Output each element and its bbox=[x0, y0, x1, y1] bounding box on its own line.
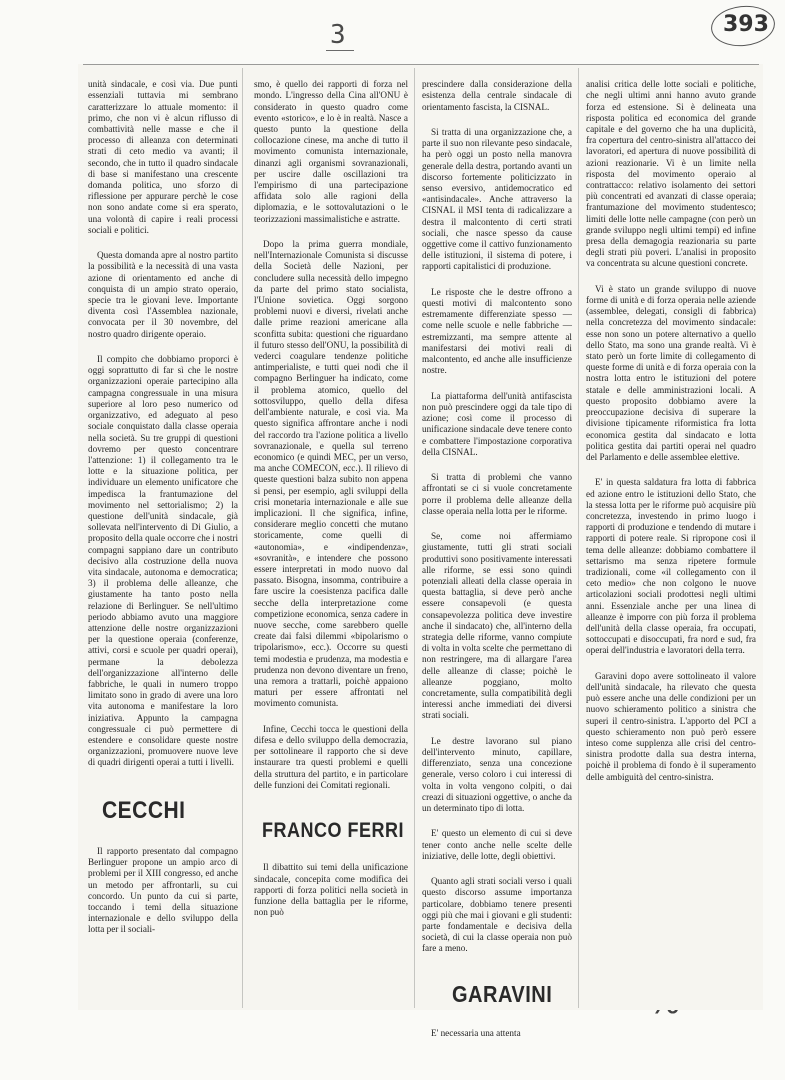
article-column-2 bbox=[254, 68, 408, 933]
paragraph: smo, è quello dei rapporti di forza nel mondo. L'ingresso della Cina all'ONU è considerato in questo quadro come evento «storico», e lo è in realtà. Nasce a questo punto la questione della collocazione cinese, ma anche di tutto il movimento comunista internazionale, dinanzi agli organismi sovranazionali, per uscire dalle oscillazioni tra l'empirismo di una partecipazione affidata solo alle ragioni della diplomazia, e le sottovalutazioni o le teorizzazioni massimalistiche e astratte. bbox=[254, 79, 408, 224]
column-rule-2 bbox=[414, 68, 415, 1008]
paragraph: Si tratta di una organizzazione che, a parte il suo non rilevante peso sindacale, ha però oggi un posto nella manovra generale della destra, portando avanti un discorso fortemente politicizzato in senso eversivo, antidemocratico ed «antisindacale». Anche attraverso la CISNAL il MSI tenta di radicalizzare a destra il malcontento di certi strati sociali, che nasce spesso da cause oggettive come il cattivo funzionamento delle istituzioni, il sistema di potere, i rapporti capitalistici di produzione. bbox=[422, 127, 572, 272]
paragraph: Se, come noi affermiamo giustamente, tutti gli strati sociali produttivi sono positivamente interessati alle riforme, se essi sono quindi potenziali alleati della classe operaia in questa battaglia, si deve però anche essere consapevoli (e questa consapevolezza politica deve investire anche il sindacato) che, all'interno della strategia delle riforme, vanno compiute di volta in volta scelte che permettano di non restringere, ma di allargare l'area delle alleanze di classe; poichè le alleanze poggiano, molto concretamente, sulla compatibilità degli interessi anche immediati dei diversi strati sociali. bbox=[422, 531, 572, 721]
paragraph: Garavini dopo avere sottolineato il valore dell'unità sindacale, ha rilevato che questa può essere anche una delle condizioni per un nuovo schieramento politico a sinistra che superi il centro-sinistra. L'apporto del PCI a questo schieramento non può però essere inteso come supplenza alle crisi del centro-sinistra prodotte dalla sua destra interna, poichè il problema di fondo è il superamento delle ambiguità del centro-sinistra. bbox=[586, 670, 756, 782]
clipping-top-rule bbox=[83, 64, 759, 65]
speaker-heading-garavini: GARAVINI bbox=[452, 982, 553, 1008]
paragraph: Questa domanda apre al nostro partito la possibilità e la necessità di una vasta azione di orientamento ed anche di conquista di un ampio strato operaio, specie tra le giovani leve. Importante diventa così l'Assemblea nazionale, convocata per il 30 novembre, del nostro quadro dirigente operaio. bbox=[88, 250, 238, 339]
paragraph: Infine, Cecchi tocca le questioni della difesa e dello sviluppo della democrazia, per sottolineare il rapporto che si deve instaurare tra questi problemi e quelli della struttura del partito, e in particolare delle funzioni dei Comitati regionali. bbox=[254, 723, 408, 790]
paragraph: Dopo la prima guerra mondiale, nell'Internazionale Comunista si discusse della Società delle Nazioni, per concludere sulla necessità dello impegno da parte del primo stato socialista, l'Unione sovietica. Oggi sorgono problemi nuovi e diversi, rivelati anche dalle prime reazioni americane alla sconfitta subita: questioni che riguardano il futuro stesso dell'ONU, la possibilità di vederci coagulare tendenze politiche antimperialiste, e tutti quei nodi che il compagno Berlinguer ha indicato, come il problema atomico, quello del sottosviluppo, quello della difesa dell'ambiente naturale, e così via. Ma questo significa affrontare anche i nodi del raccordo tra l'azione politica a livello sovranazionale, e quella sul terreno economico (e quindi MEC, per un verso, ma anche COMECON, ecc.). Il rilievo di queste questioni balza subito non appena si pensi, per esempio, agli sviluppi della crisi monetaria internazionale e alle sue implicazioni. Il che significa, infine, considerare meglio concetti che mutano storicamente, come quelli di «autonomia», e «indipendenza», «sovranità», e intendere che possono essere interpretati in modo nuovo dal passato. Bisogna, insomma, contribuire a fare uscire la coesistenza pacifica dalle secche della interpretazione come competizione economica, senza cadere in nuove secche, come sarebbero quelle create dai falsi dilemmi «bipolarismo o tripolarismo», ecc.). Occorre su questi temi modestia e prudenza, ma modestia e prudenza non devono diventare un freno, una remora a trattarli, poichè appaiono maturi per essere affrontati nel movimento comunista. bbox=[254, 239, 408, 709]
top-page-number: 3 bbox=[330, 20, 346, 50]
newspaper-clipping bbox=[78, 64, 763, 1039]
speaker-heading-franco-ferri: FRANCO FERRI bbox=[262, 818, 404, 843]
paragraph: Il rapporto presentato dal compagno Berlinguer propone un ampio arco di problemi per il XIII congresso, ed anche un metodo per affrontarli, su cui concordo. Un punto da cui si parte, toccando i temi della situazione internazionale e dello sviluppo della lotta per il sociali- bbox=[88, 846, 238, 935]
article-column-1 bbox=[88, 68, 238, 950]
paragraph: La piattaforma dell'unità antifascista non può prescindere oggi da tale tipo di azione; così come il processo di unificazione sindacale deve tenere conto e combattere l'impostazione corporativa della CISNAL. bbox=[422, 390, 572, 457]
speaker-heading-cecchi: CECCHI bbox=[102, 796, 186, 824]
paragraph: E' questo un elemento di cui si deve tener conto anche nelle scelte delle iniziative, delle lotte, degli obiettivi. bbox=[422, 828, 572, 861]
paragraph: prescindere dalla considerazione della esistenza della centrale sindacale di orientamento fascista, la CISNAL. bbox=[422, 79, 572, 112]
column-rule-3 bbox=[578, 68, 579, 1008]
paragraph: unità sindacale, e così via. Due punti essenziali tuttavia mi sembrano caratterizzare lo attuale momento: il primo, che non vi è alcun riflusso di combattività nelle masse e che il processo di alleanza con determinati strati di ceto medio va avanti; il secondo, che in tutto il quadro sindacale di base si manifestano una crescente domanda politica, uno sforzo di riflessione per appurare perchè le cose non sono andate come si era sperato, una volontà di capire i reali processi sociali e politici. bbox=[88, 79, 238, 235]
paragraph: E' in questa saldatura fra lotta di fabbrica ed azione entro le istituzioni dello Stato, che la stessa lotta per le riforme può acquisire più concretezza, investendo in primo luogo i rapporti di produzione e tendendo di mutare i rapporti di potere reale. Si ripropone così il tema delle alleanze: dobbiamo combattere il settarismo ma senza ripetere formule tradizionali, come «il collegamento con il ceto medio» che non colgono le nuove articolazioni sociali prodottesi negli ultimi anni. Essenziale anche per una linea di alleanze è imporre con più forza il problema dell'unità della classe operaia, fra occupati, sottoccupati e disoccupati, fra nord e sud, fra operai dell'industria e lavoratori della terra. bbox=[586, 477, 756, 656]
paragraph: E' necessaria una attenta bbox=[431, 1028, 521, 1039]
paragraph: Si tratta di problemi che vanno affrontati se ci si vuole concretamente porre il problema delle alleanze della classe operaia nella lotta per le riforme. bbox=[422, 472, 572, 516]
paragraph: Vi è stato un grande sviluppo di nuove forme di unità e di forza operaia nelle aziende (assemblee, delegati, consigli di fabbrica) nella concretezza del movimento sindacale: esse non sono un potere alternativo a quello dello Stato, ma sono una grande realtà. Vi è stato però un forte limite di collegamento di queste forme di unità e di forza operaia con la nostra lotta entro le istituzioni del potere statale e delle amministrazioni locali. A questo proposito dobbiamo avere la preoccupazione decisiva di superare la divisione tipicamente riformistica fra lotta economica gestita dal sindacato e lotta politica gestita dai partiti operai nel quadro del Parlamento e delle assemblee elettive. bbox=[586, 283, 756, 462]
paragraph: Il compito che dobbiamo proporci è oggi soprattutto di far sì che le nostre organizzazioni operaie partecipino alla campagna congressuale in una misura superiore al loro peso numerico od organizzativo, ed adeguato al peso sociale conquistato dalla classe operaia nella società. Su tre gruppi di questioni dovremo per questo concentrare l'attenzione: 1) il collegamento tra le lotte e la situazione politica, per individuare un elemento unificatore che impedisca la frantumazione del movimento nel settorialismo; 2) la questione dell'unità sindacale, già sollevata nell'intervento di Di Giulio, a proposito della quale occorre che i nostri compagni sappiano dare un contributo decisivo alla costruzione della nuova vita sindacale, autonoma e democratica; 3) il problema delle alleanze, che giustamente ha tanto posto nella relazione di Berlinguer. Se nell'ultimo periodo abbiamo avuto una maggiore attenzione delle nostre organizzazioni per la questione operaia (conferenze, attivi, corsi e scuole per quadri operai), permane la debolezza dell'organizzazione all'interno delle fabbriche, le quali in numero troppo limitato sono in grado di avere una loro vita autonoma e manifestare la loro iniziativa. Appunto la campagna congressuale ci può permettere di estendere e consolidare queste nostre organizzazioni, promuovere nuove leve di quadri dirigenti operai a tutti i livelli. bbox=[88, 354, 238, 768]
paragraph: Il dibattito sui temi della unificazione sindacale, concepita come modifica dei rapporti di forza politici nella società in funzione della battaglia per le riforme, non può bbox=[254, 862, 408, 918]
column-rule-1 bbox=[242, 68, 243, 1008]
page-stamp-number: 393 bbox=[723, 12, 769, 37]
article-column-4 bbox=[586, 68, 756, 797]
paragraph: Le destre lavorano sul piano dell'intervento minuto, capillare, differenziato, senza una concezione generale, verso coloro i cui interessi di volta in volta vengono colpiti, o dai creazi di situazioni oggettive, o anche da un determinato tipo di lotta. bbox=[422, 735, 572, 813]
paragraph: Quanto agli strati sociali verso i quali questo discorso assume importanza particolare, dobbiamo tenere presenti oggi più che mai i giovani e gli studenti: parte fondamentale e decisiva della società, di cui la classe operaia non può fare a meno. bbox=[422, 876, 572, 954]
article-column-3 bbox=[422, 68, 572, 1053]
paragraph: Le risposte che le destre offrono a questi motivi di malcontento sono estremamente differenziate spesso — come nelle scuole e nelle fabbriche — estremizzanti, ma sempre attente al manifestarsi dei motivi reali di malcontento, ed anche alle insufficienze nostre. bbox=[422, 286, 572, 376]
top-number-underline bbox=[326, 50, 354, 51]
paragraph: analisi critica delle lotte sociali e politiche, che negli ultimi anni hanno avuto grande forza ed estensione. Si è delineata una risposta politica ed economica del grande capitale e del governo che ha una duplicità, fra copertura del centro-sinistra all'attacco dei lavoratori, ed apertura di nuove possibilità di azioni reazionarie. Vi è un limite nella risposta del movimento operaio al contrattacco: relativo isolamento dei settori più concentrati ed avanzati di classe operaia; frantumazione del movimento studentesco; limiti delle lotte nelle campagne (con però un grande sviluppo negli ultimi tempi) ed infine presa della demagogia reazionaria su parte degli strati più poveri. L'analisi in proposito va concentrata su alcune questioni concrete. bbox=[586, 79, 756, 269]
